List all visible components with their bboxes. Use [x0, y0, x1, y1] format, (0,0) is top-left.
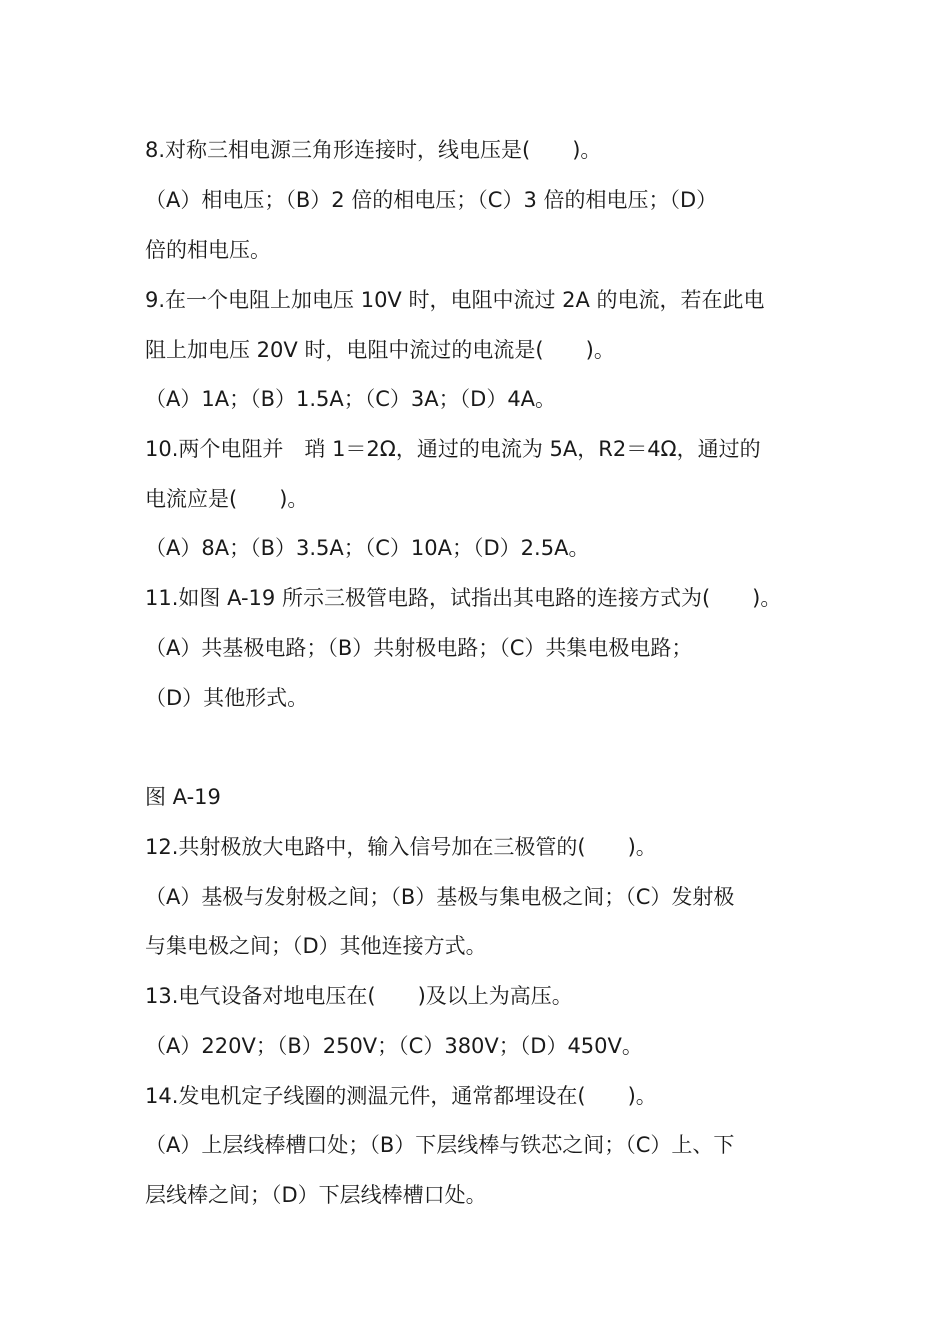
- question-14-options: （A）上层线棒槽口处；（B）下层线棒与铁芯之间；（C）上、下: [145, 1133, 735, 1157]
- question-11-stem: 11.如图 A-19 所示三极管电路，试指出其电路的连接方式为( )。: [145, 586, 782, 610]
- question-14-stem: 14.发电机定子线圈的测温元件，通常都埋设在( )。: [145, 1084, 657, 1108]
- question-14-options-cont: 层线棒之间；（D）下层线棒槽口处。: [145, 1183, 487, 1207]
- question-9-stem-cont: 阻上加电压 20V 时，电阻中流过的电流是( )。: [145, 338, 615, 362]
- question-12-stem: 12.共射极放大电路中，输入信号加在三极管的( )。: [145, 835, 657, 859]
- question-9-options: （A）1A；（B）1.5A；（C）3A；（D）4A。: [145, 387, 557, 411]
- figure-caption: 图 A-19: [145, 785, 221, 809]
- question-8-options-cont: 倍的相电压。: [145, 238, 271, 262]
- question-12-options-cont: 与集电极之间；（D）其他连接方式。: [145, 934, 487, 958]
- question-10-stem: 10.两个电阻并 琑 1＝2Ω，通过的电流为 5A，R2＝4Ω，通过的: [145, 437, 761, 461]
- question-11-options: （A）共基极电路；（B）共射极电路；（C）共集电极电路；: [145, 636, 693, 660]
- question-13-options: （A）220V；（B）250V；（C）380V；（D）450V。: [145, 1034, 643, 1058]
- question-11-options-cont: （D）其他形式。: [145, 686, 309, 710]
- question-10-stem-cont: 电流应是( )。: [145, 487, 309, 511]
- question-10-options: （A）8A；（B）3.5A；（C）10A；（D）2.5A。: [145, 536, 590, 560]
- question-13-stem: 13.电气设备对地电压在( )及以上为高压。: [145, 984, 573, 1008]
- question-12-options: （A）基极与发射极之间；（B）基极与集电极之间；（C）发射极: [145, 885, 735, 909]
- question-8-options: （A）相电压；（B）2 倍的相电压；（C）3 倍的相电压；（D）: [145, 188, 718, 212]
- question-8-stem: 8.对称三相电源三角形连接时，线电压是( )。: [145, 138, 602, 162]
- question-9-stem: 9.在一个电阻上加电压 10V 时，电阻中流过 2A 的电流，若在此电: [145, 288, 765, 312]
